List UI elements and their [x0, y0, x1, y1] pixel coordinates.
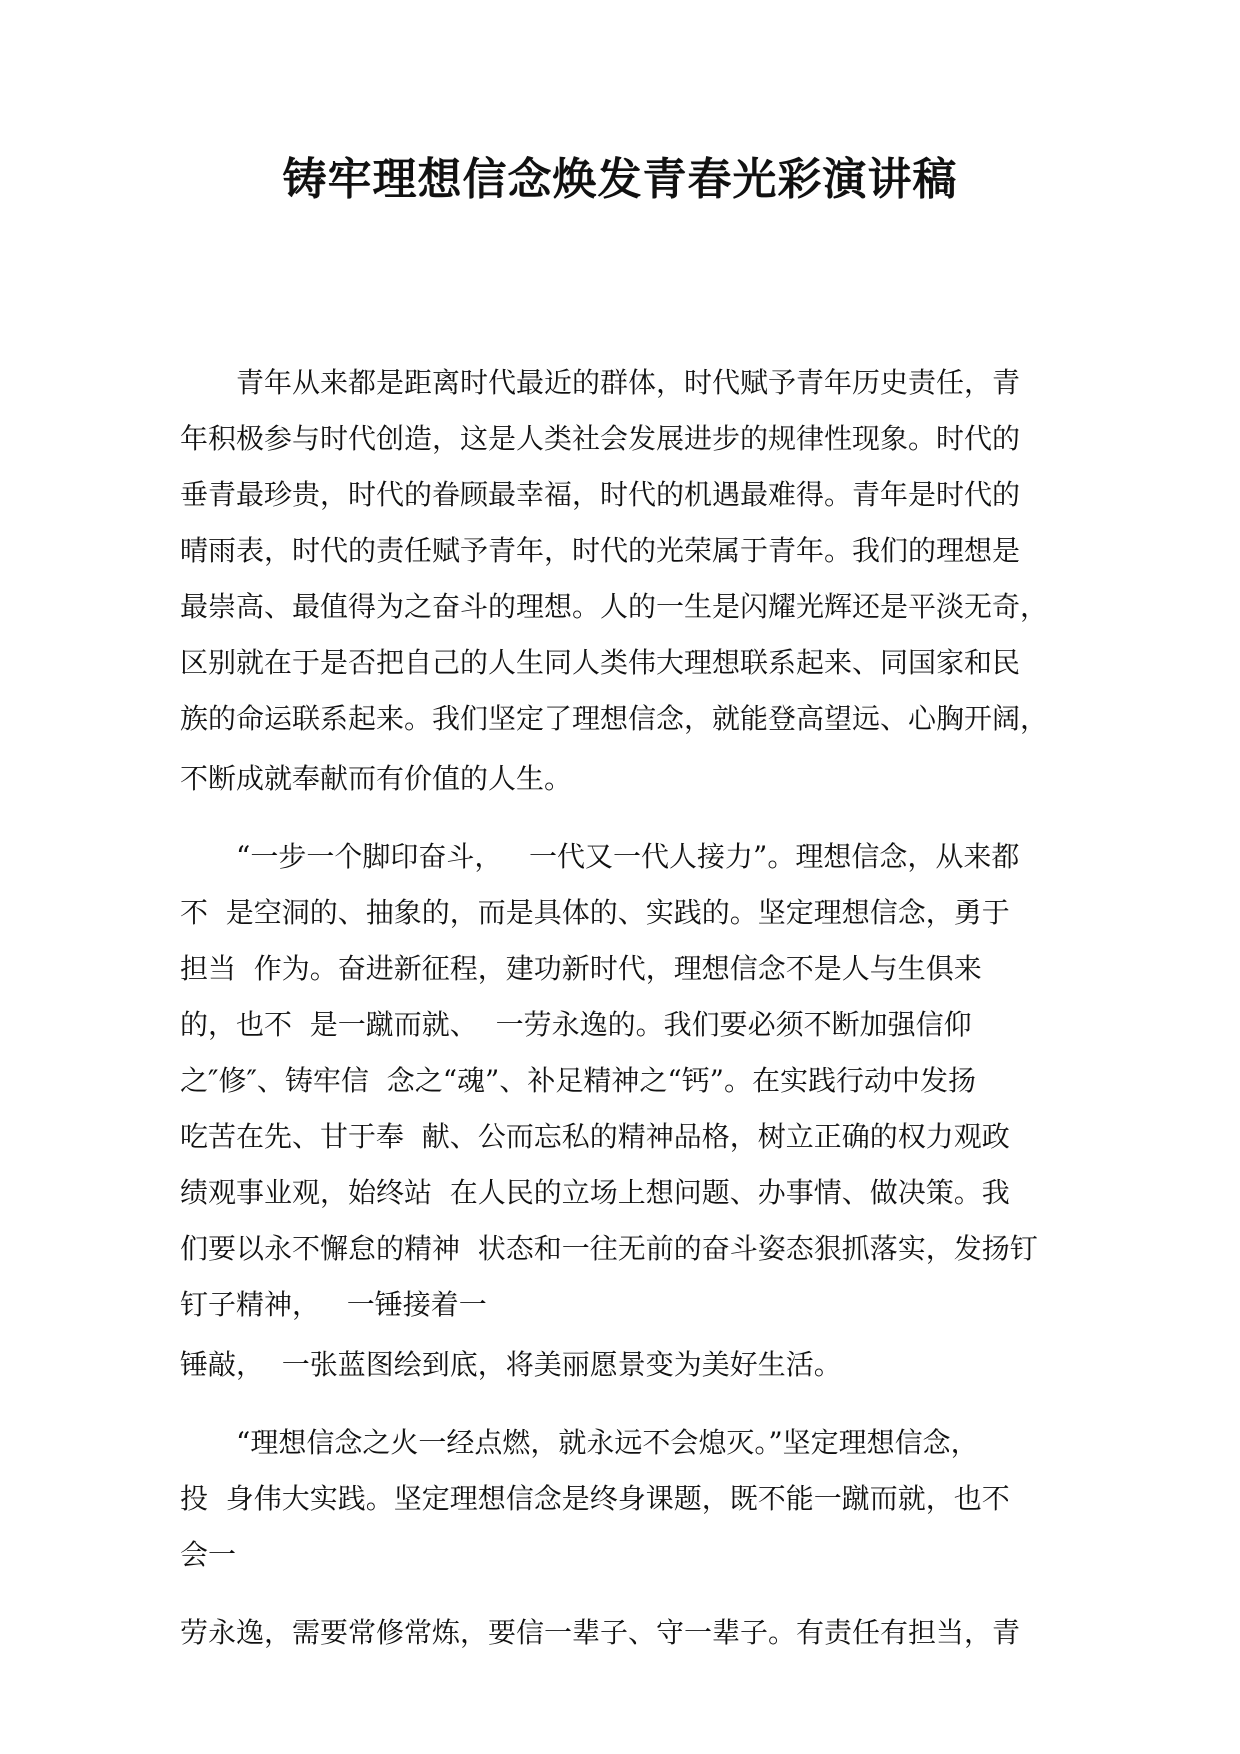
text-line: 投 身伟大实践。坚定理想信念是终身课题，既不能一蹴而就，也不 — [180, 1482, 1010, 1515]
text-line: “理想信念之火一经点燃，就永远不会熄灭。”坚定理想信念， — [236, 1426, 979, 1459]
document-title: 铸牢理想信念焕发青春光彩演讲稿 — [282, 154, 958, 205]
text-line: 之″修″、铸牢信 念之“魂”、补足精神之“钙”。在实践行动中发扬 — [180, 1064, 976, 1097]
text-line: 担当 作为。奋进新征程，建功新时代，理想信念不是人与生俱来 — [180, 952, 982, 985]
text-line: 青年从来都是距离时代最近的群体，时代赋予青年历史责任，青 — [236, 366, 1021, 399]
text-line: 劳永逸，需要常修常炼，要信一辈子、守一辈子。有责任有担当，青 — [180, 1616, 1021, 1649]
paragraph — [180, 355, 1060, 807]
document-body — [180, 355, 1060, 1661]
text-line: 们要以永不懈怠的精神 状态和一往无前的奋斗姿态狠抓落实，发扬钉 — [180, 1232, 1038, 1265]
text-line: 晴雨表，时代的责任赋予青年，时代的光荣属于青年。我们的理想是 — [180, 534, 1021, 567]
text-line: 区别就在于是否把自己的人生同人类伟大理想联系起来、同国家和民 — [180, 646, 1021, 679]
text-line: 不断成就奉献而有价值的人生。 — [180, 762, 573, 795]
text-line: 的，也不 是一蹴而就、 一劳永逸的。我们要必须不断加强信仰 — [180, 1008, 972, 1041]
text-line: 锤敲， 一张蓝图绘到底，将美丽愿景变为美好生活。 — [180, 1348, 842, 1381]
text-line: 绩观事业观，始终站 在人民的立场上想问题、办事情、做决策。我 — [180, 1176, 1010, 1209]
text-line: 族的命运联系起来。我们坚定了理想信念，就能登高望远、心胸开阔， — [180, 702, 1049, 735]
text-line: 会一 — [180, 1538, 237, 1571]
text-line: 年积极参与时代创造，这是人类社会发展进步的规律性现象。时代的 — [180, 422, 1021, 455]
text-line: 钉子精神， 一锤接着一 — [180, 1288, 487, 1321]
paragraph — [180, 829, 1060, 1393]
text-line: “一步一个脚印奋斗， 一代又一代人接力”。理想信念，从来都 — [236, 840, 1020, 873]
text-line: 吃苦在先、甘于奉 献、公而忘私的精神品格，树立正确的权力观政 — [180, 1120, 1010, 1153]
paragraph — [180, 1415, 1060, 1661]
text-line: 不 是空洞的、抽象的，而是具体的、实践的。坚定理想信念，勇于 — [180, 896, 1010, 929]
text-line: 最崇高、最值得为之奋斗的理想。人的一生是闪耀光辉还是平淡无奇， — [180, 590, 1049, 623]
text-line: 垂青最珍贵，时代的眷顾最幸福，时代的机遇最难得。青年是时代的 — [180, 478, 1021, 511]
